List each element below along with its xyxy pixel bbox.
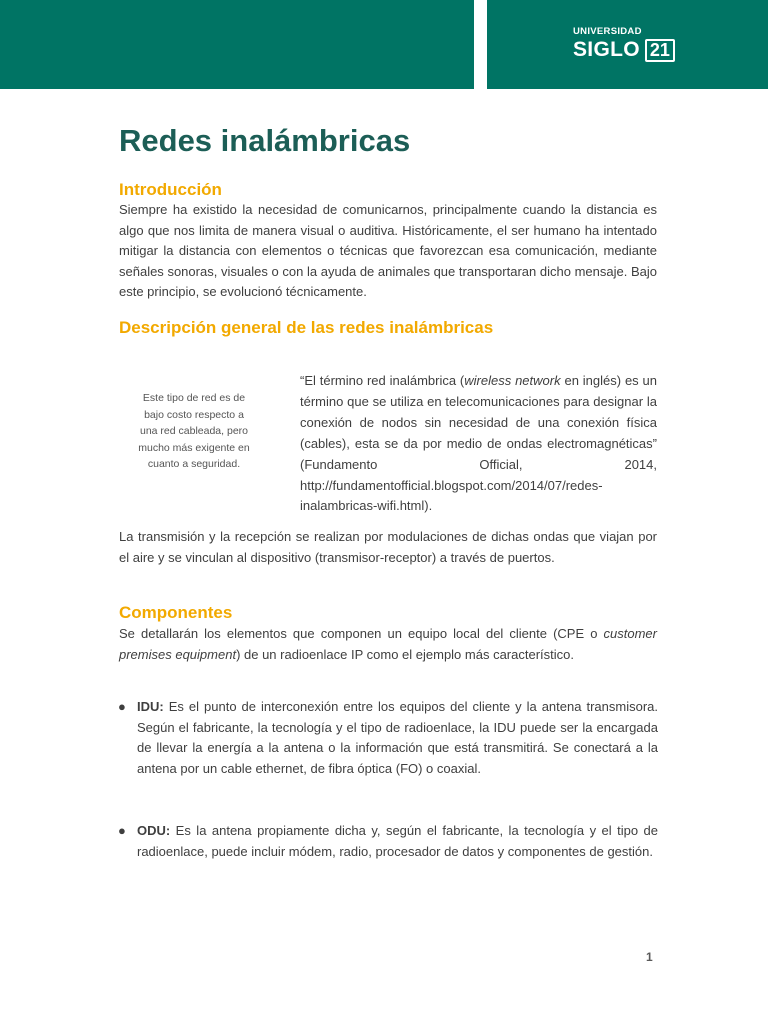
definition-quote <box>300 371 657 517</box>
page-title: Redes inalámbricas <box>119 123 411 158</box>
university-logo <box>573 26 675 62</box>
components-heading: Componentes <box>119 603 233 622</box>
components-text-2: ) de un radioenlace IP como el ejemplo más característico. <box>236 646 574 662</box>
list-item <box>118 697 658 779</box>
side-note: Este tipo de red es de bajo costo respecto a una red cableada, pero mucho más exigente en cuanto a seguridad. <box>138 392 250 470</box>
components-text-1: Se detallarán los elementos que componen un equipo local del cliente (CPE o <box>119 626 604 641</box>
description-heading: Descripción general de las redes inalámbricas <box>119 318 494 337</box>
bullet-dot-icon: ● <box>118 699 126 714</box>
transmission-paragraph: La transmisión y la recepción se realizan por modulaciones de dichas ondas que viajan por el aire y se vinculan al dispositivo (transmisor-receptor) a través de puertos. <box>119 529 657 565</box>
intro-heading: Introducción <box>119 180 222 199</box>
odu-label: ODU: <box>137 823 171 838</box>
list-item <box>118 821 658 862</box>
quote-text-1: “El término red inalámbrica ( <box>300 373 465 388</box>
components-paragraph <box>119 624 657 665</box>
page-number: 1 <box>646 950 653 964</box>
quote-text-2: en inglés) es un término que se utiliza en telecomunicaciones para designar la conexión de nodos sin necesidad de una conexión física (cables), esta se da por medio de ondas electromagnéticas” (Fundamento Official, 2014, http://fundamentofficial.blogspot.com/2014/07/redes-inalambricas-wifi.html). <box>300 373 657 514</box>
idu-text: Es el punto de interconexión entre los equipos del cliente y la antena transmisora. Según el fabricante, la tecnología y el tipo de radioenlace, la IDU puede ser la encargada de llevar la energía a la antena o la información que está transmitirá. Se conectará a la antena por un cable ethernet, de fibra óptica (FO) o coaxial. <box>137 699 658 776</box>
quote-italic: wireless network <box>464 373 561 388</box>
logo-number: 21 <box>645 39 675 62</box>
header-band-left <box>0 0 474 89</box>
odu-text: Es la antena propiamente dicha y, según el fabricante, la tecnología y el tipo de radioenlace, puede incluir módem, radio, procesador de datos y componentes de gestión. <box>137 823 658 859</box>
logo-line2: SIGLO <box>573 38 640 61</box>
bullet-dot-icon: ● <box>118 823 126 838</box>
idu-label: IDU: <box>137 699 164 714</box>
intro-paragraph: Siempre ha existido la necesidad de comunicarnos, principalmente cuando la distancia es algo que nos limita de manera visual o auditiva. Históricamente, el ser humano ha intentado mitigar la distancia con elementos o técnicas que favorezcan esa comunicación, mediante señales sonoras, visuales o con la ayuda de animales que transportaran dicho mensaje. Bajo este principio, se evolucionó técnicamente. <box>119 202 657 300</box>
logo-line1: UNIVERSIDAD <box>573 26 642 37</box>
components-italic: customer premises equipment <box>119 626 657 662</box>
